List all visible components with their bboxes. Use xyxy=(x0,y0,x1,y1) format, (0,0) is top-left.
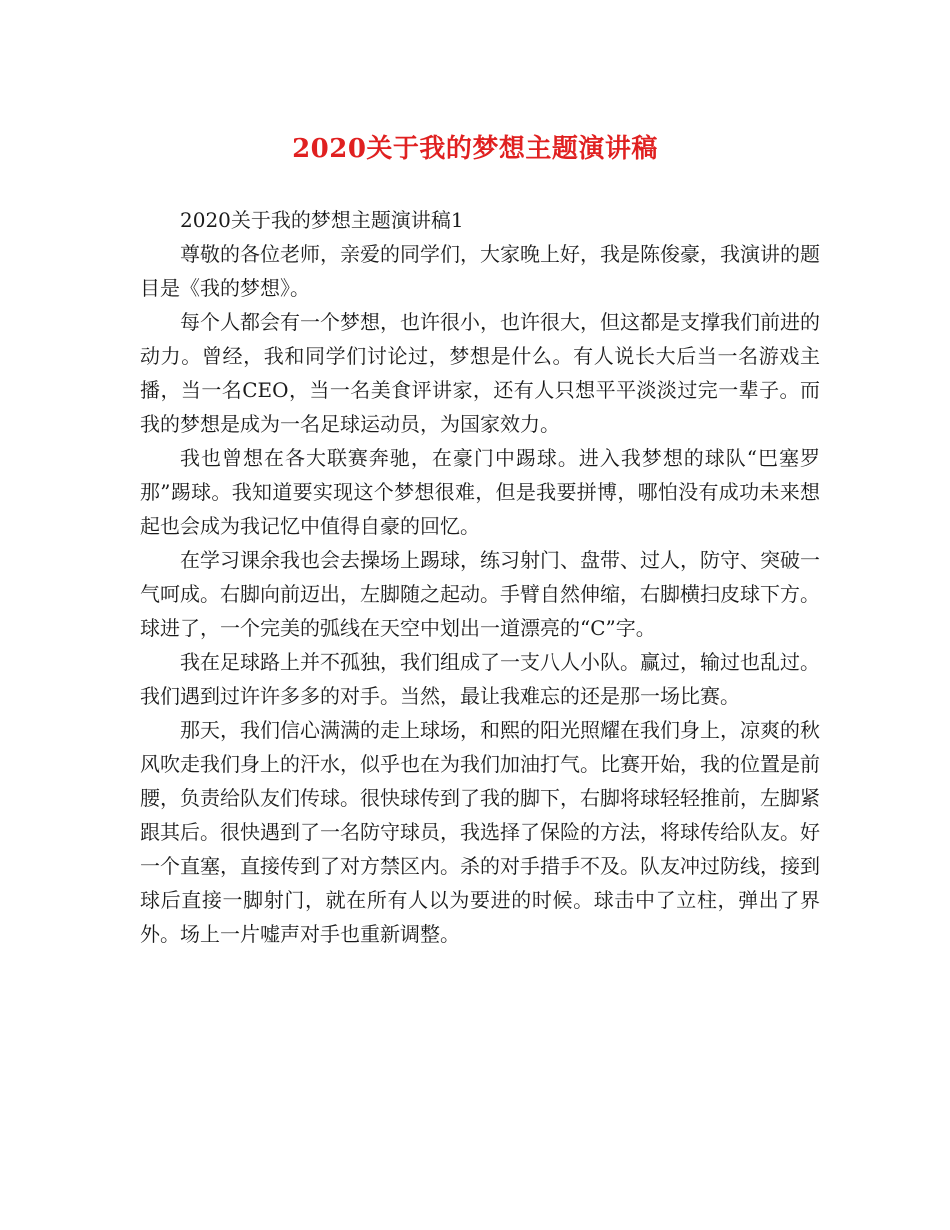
paragraph: 那天，我们信心满满的走上球场，和熙的阳光照耀在我们身上，凉爽的秋风吹走我们身上的汗水，似乎也在为我们加油打气。比赛开始，我的位置是前腰，负责给队友们传球。很快球传到了我的脚下，右脚将球轻轻推前，左脚紧跟其后。很快遇到了一名防守球员，我选择了保险的方法，将球传给队友。好一个直塞，直接传到了对方禁区内。杀的对手措手不及。队友冲过防线，接到球后直接一脚射门，就在所有人以为要进的时候。球击中了立柱，弹出了界外。场上一片嘘声对手也重新调整。 xyxy=(140,718,820,946)
paragraph: 我在足球路上并不孤独，我们组成了一支八人小队。赢过，输过也乱过。我们遇到过许许多多的对手。当然，最让我难忘的还是那一场比赛。 xyxy=(140,650,820,708)
paragraph: 每个人都会有一个梦想，也许很小，也许很大，但这都是支撑我们前进的动力。曾经，我和同学们讨论过，梦想是什么。有人说长大后当一名游戏主播，当一名CEO，当一名美食评讲家，还有人只想平平淡淡过完一辈子。而我的梦想是成为一名足球运动员，为国家效力。 xyxy=(140,310,820,436)
paragraph: 我也曾想在各大联赛奔驰，在豪门中踢球。进入我梦想的球队“巴塞罗那”踢球。我知道要实现这个梦想很难，但是我要拼博，哪怕没有成功未来想起也会成为我记忆中值得自豪的回忆。 xyxy=(140,446,820,538)
paragraph-subtitle: 2020关于我的梦想主题演讲稿1 xyxy=(180,208,464,232)
paragraph: 尊敬的各位老师，亲爱的同学们，大家晚上好，我是陈俊豪，我演讲的题目是《我的梦想》。 xyxy=(140,242,820,300)
document-body xyxy=(140,203,820,951)
paragraph: 在学习课余我也会去操场上踢球，练习射门、盘带、过人，防守、突破一气呵成。右脚向前迈出，左脚随之起动。手臂自然伸缩，右脚横扫皮球下方。球进了，一个完美的弧线在天空中划出一道漂亮的“C”字。 xyxy=(140,548,820,640)
document-title: 2020关于我的梦想主题演讲稿 xyxy=(292,134,658,164)
